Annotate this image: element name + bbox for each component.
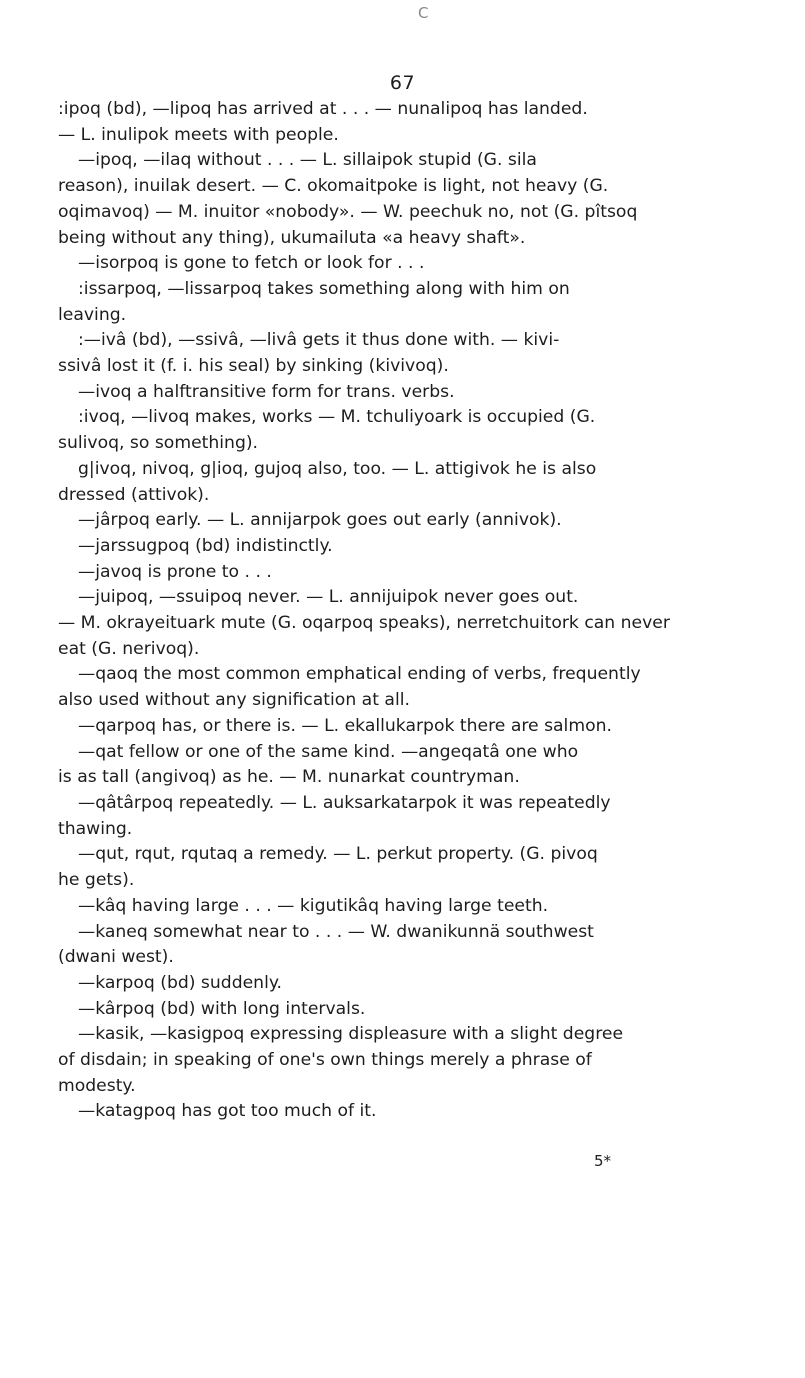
text-line: —qarpoq has, or there is. — L. ekallukarpok there are salmon. [78, 715, 612, 736]
text-line: :—ivâ (bd), —ssivâ, —livâ gets it thus done with. — kivi- [78, 330, 560, 351]
text-line: he gets). [58, 870, 135, 891]
text-line: —isorpoq is gone to fetch or look for . . . [78, 253, 425, 274]
text-line: —jârpoq early. — L. annijarpok goes out early (annivok). [78, 510, 562, 531]
text-line: —karpoq (bd) suddenly. [78, 972, 283, 993]
text-line: —kâq having large . . . — kigutikâq having large teeth. [78, 895, 549, 916]
text-line: —katagpoq has got too much of it. [78, 1101, 377, 1122]
text-line: being without any thing), ukumailuta «a heavy shaft». [58, 227, 526, 248]
text-line: :ivoq, —livoq makes, works — M. tchuliyoark is occupied (G. [78, 407, 596, 428]
text-line: (dwani west). [58, 947, 174, 968]
signature-mark: 5* [594, 1152, 612, 1170]
text-line: —qâtârpoq repeatedly. — L. auksarkatarpok it was repeatedly [78, 792, 611, 813]
text-line: —qut, rqut, rqutaq a remedy. — L. perkut property. (G. pivoq [78, 844, 598, 865]
text-line: — M. okrayeituark mute (G. oqarpoq speaks), nerretchuitork can never [58, 613, 670, 634]
text-line: reason), inuilak desert. — C. okomaitpoke is light, not heavy (G. [58, 176, 609, 197]
entries-text [58, 97, 752, 1125]
text-line: thawing. [58, 818, 133, 839]
text-line: leaving. [58, 304, 127, 325]
text-line: —kaneq somewhat near to . . . — W. dwanikunnä southwest [78, 921, 594, 942]
text-line: g|ivoq, nivoq, g|ioq, gujoq also, too. — L. attigivok he is also [78, 458, 597, 479]
text-line: —kârpoq (bd) with long intervals. [78, 998, 366, 1019]
margin-mark: C [418, 4, 429, 22]
text-line: :issarpoq, —lissarpoq takes something along with him on [78, 278, 570, 299]
text-line: is as tall (angivoq) as he. — M. nunarkat countryman. [58, 767, 520, 788]
text-line: —qaoq the most common emphatical ending of verbs, frequently [78, 664, 641, 685]
text-line: eat (G. nerivoq). [58, 638, 200, 659]
text-line: also used without any signification at all. [58, 690, 410, 711]
text-line: :ipoq (bd), —lipoq has arrived at . . . — nunalipoq has landed. [58, 99, 588, 119]
text-line: of disdain; in speaking of one's own things merely a phrase of [58, 1050, 592, 1071]
text-line: dressed (attivok). [58, 484, 210, 505]
text-line: —juipoq, —ssuipoq never. — L. annijuipok never goes out. [78, 587, 579, 608]
text-line: —javoq is prone to . . . [78, 561, 272, 582]
text-line: modesty. [58, 1075, 136, 1096]
text-line: sulivoq, so something). [58, 433, 259, 454]
page-number: 67 [389, 72, 416, 94]
text-line: —qat fellow or one of the same kind. —angeqatâ one who [78, 741, 579, 762]
text-line: —jarssugpoq (bd) indistinctly. [78, 535, 333, 556]
text-line: —ivoq a halftransitive form for trans. verbs. [78, 381, 455, 402]
text-line: —ipoq, —ilaq without . . . — L. sillaipok stupid (G. sila [78, 150, 537, 171]
text-line: oqimavoq) — M. inuitor «nobody». — W. peechuk no, not (G. pîtsoq [58, 201, 638, 222]
text-line: — L. inulipok meets with people. [58, 124, 339, 145]
text-line: ssivâ lost it (f. i. his seal) by sinking (kivivoq). [58, 356, 449, 377]
text-line: —kasik, —kasigpoq expressing displeasure with a slight degree [78, 1024, 624, 1045]
